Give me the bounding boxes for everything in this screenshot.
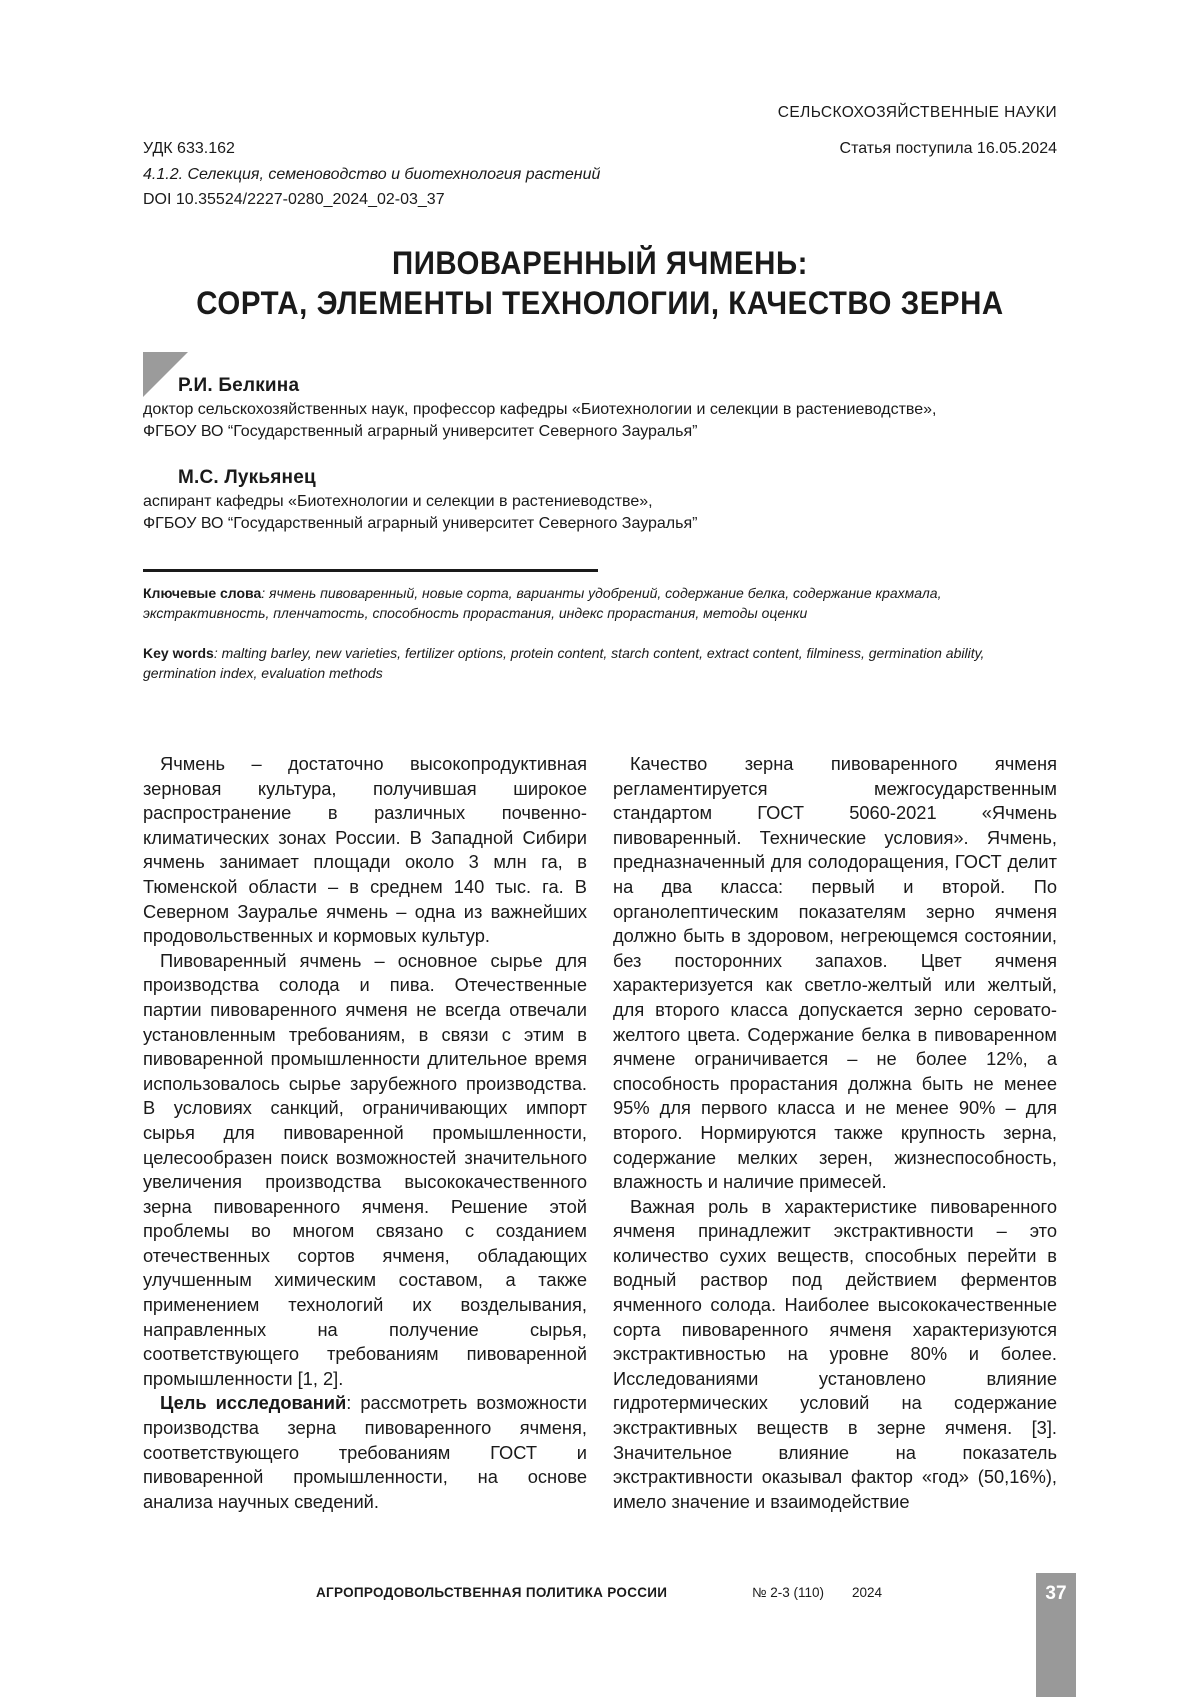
body-paragraph: Ячмень – достаточно высокопродуктивная зерновая культура, получившая широкое распространение в различных почвенно-климатических зонах России. В Западной Сибири ячмень занимает площади около 3 млн га, в Тюменской области – в среднем 140 тыс. га. В Северном Зауралье ячмень – одна из важнейших продовольственных и кормовых культур. bbox=[143, 753, 587, 947]
author-2-name: М.С. Лукьянец bbox=[178, 467, 316, 488]
keywords-ru-text: : ячмень пивоваренный, новые сорта, варианты удобрений, содержание белка, содержание крахмала, экстрактивность, пленчатость, способность прорастания, индекс прорастания, методы оценки bbox=[143, 585, 942, 621]
author-1-position: доктор сельскохозяйственных наук, профессор кафедры «Биотехнологии и селекции в растениеводстве», bbox=[143, 401, 937, 418]
body-column-left bbox=[143, 752, 587, 1514]
received-date: Статья поступила 16.05.2024 bbox=[839, 140, 1057, 157]
article-title bbox=[180, 243, 1021, 323]
body-paragraph: Важная роль в характеристике пивоваренного ячменя принадлежит экстрактивности – это количество сухих веществ, способных перейти в водный раствор под действием ферментов ячменного солода. Наиболее высококачественные сорта пивоваренного ячменя характеризуются экстрактивностью на уровне 80% и более. Исследованиями установлено влияние гидротермических условий на содержание экстрактивных веществ в зерне ячменя. [3]. Значительное влияние на показатель экстрактивности оказывал фактор «год» (50,16%), имело значение и взаимодействие bbox=[613, 1195, 1057, 1512]
udc-code: УДК 633.162 bbox=[143, 140, 235, 157]
research-goal-text: : рассмотреть возможности производства зерна пивоваренного ячменя, соответствующего требованиям ГОСТ и пивоваренной промышленности, на основе анализа научных сведений. bbox=[143, 1392, 587, 1512]
page-number-tab bbox=[1036, 1573, 1076, 1697]
author-1-name: Р.И. Белкина bbox=[178, 375, 300, 396]
author-1-organization: ФГБОУ ВО “Государственный аграрный университет Северного Зауралья” bbox=[143, 423, 698, 440]
keywords-ru bbox=[143, 583, 1057, 623]
specialty-code: 4.1.2. Селекция, семеноводство и биотехнология растений bbox=[143, 166, 601, 183]
keywords-en-label: Key words bbox=[143, 645, 214, 661]
footer-year: 2024 bbox=[852, 1585, 883, 1600]
author-2-position: аспирант кафедры «Биотехнологии и селекции в растениеводстве», bbox=[143, 493, 653, 510]
article-title-line-1: ПИВОВАРЕННЫЙ ЯЧМЕНЬ: bbox=[391, 245, 809, 281]
article-title-line-2: СОРТА, ЭЛЕМЕНТЫ ТЕХНОЛОГИИ, КАЧЕСТВО ЗЕРНА bbox=[196, 285, 1004, 321]
doi: DOI 10.35524/2227-0280_2024_02-03_37 bbox=[143, 191, 445, 208]
body-paragraph: Качество зерна пивоваренного ячменя регламентируется межгосударственным стандартом ГОСТ 5060-2021 «Ячмень пивоваренный. Технические условия». Ячмень, предназначенный для солодоращения, ГОСТ делит на два класса: первый и второй. По органолептическим показателям зерно ячменя должно быть в здоровом, негреющемся состоянии, без посторонних запахов. Цвет ячменя характеризуется как светло-желтый или желтый, для второго класса допускается зерно серовато-желтого цвета. Содержание белка в пивоваренном ячмене ограничивается – не более 12%, а способность прорастания должна быть не менее 95% для первого класса и не менее 90% – для второго. Нормируются также крупность зерна, содержание мелких зерен, жизнеспособность, влажность и наличие примесей. bbox=[613, 753, 1057, 1193]
page-number: 37 bbox=[1045, 1583, 1067, 1604]
body-paragraph bbox=[143, 1391, 587, 1514]
footer-issue: № 2-3 (110) bbox=[752, 1585, 825, 1600]
author-2-organization: ФГБОУ ВО “Государственный аграрный университет Северного Зауралья” bbox=[143, 515, 698, 532]
keywords-ru-label: Ключевые слова bbox=[143, 585, 262, 601]
footer-journal-name: АГРОПРОДОВОЛЬСТВЕННАЯ ПОЛИТИКА РОССИИ bbox=[316, 1585, 668, 1600]
journal-section: СЕЛЬСКОХОЗЯЙСТВЕННЫЕ НАУКИ bbox=[777, 104, 1057, 121]
keywords-en-text: : malting barley, new varieties, fertilizer options, protein content, starch content, extract content, filminess, germination ability, germination index, evaluation methods bbox=[143, 645, 985, 681]
keywords-en bbox=[143, 643, 1057, 683]
divider-rule bbox=[143, 569, 598, 572]
body-paragraph: Пивоваренный ячмень – основное сырье для производства солода и пива. Отечественные партии пивоваренного ячменя не всегда отвечали установленным требованиям, в связи с этим в пивоваренной промышленности длительное время использовалось сырье зарубежного производства. В условиях санкций, ограничивающих импорт сырья для пивоваренной промышленности, целесообразен поиск возможностей значительного увеличения производства высококачественного зерна пивоваренного ячменя. Решение этой проблемы во многом связано с созданием отечественных сортов ячменя, обладающих улучшенным химическим составом, а также применением технологий их возделывания, направленных на получение сырья, соответствующего требованиям пивоваренной промышленности [1, 2]. bbox=[143, 949, 587, 1389]
research-goal-label: Цель исследований bbox=[160, 1392, 347, 1414]
body-column-right bbox=[613, 752, 1057, 1514]
